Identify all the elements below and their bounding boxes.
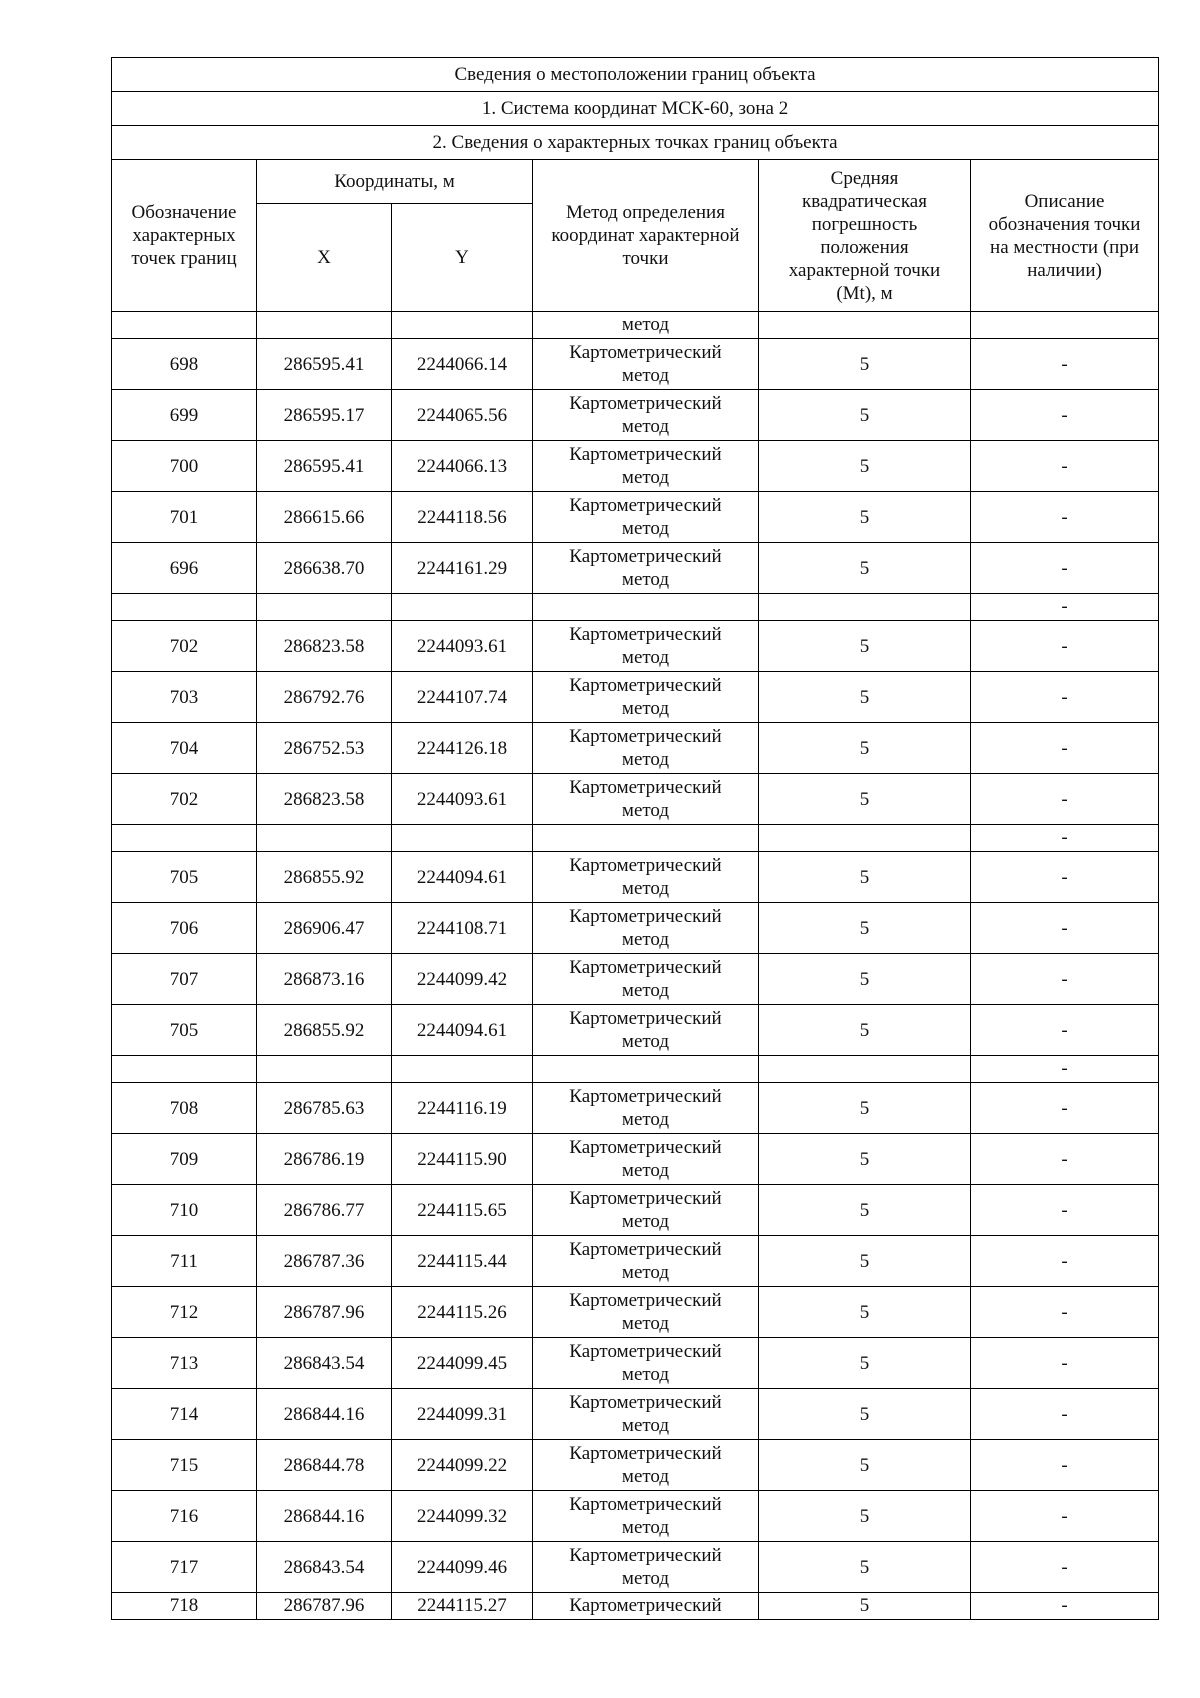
cell-method: Картометрический метод [533,1338,759,1389]
cell-error: 5 [759,1236,971,1287]
cell-method: Картометрический метод [533,954,759,1005]
table-row [112,1185,1159,1236]
cell-x: 286786.77 [257,1185,392,1236]
cell-x: 286595.41 [257,339,392,390]
cell-error [759,594,971,621]
header-description: Описание обозначения точки на местности (при наличии) [971,160,1159,312]
cell-x: 286844.16 [257,1491,392,1542]
cell-description: - [971,1440,1159,1491]
cell-y: 2244108.71 [392,903,533,954]
document-title: Сведения о местоположении границ объекта [112,58,1159,92]
cell-error: 5 [759,954,971,1005]
cell-error: 5 [759,339,971,390]
header-coordinates: Координаты, м [257,160,533,204]
cell-y: 2244115.27 [392,1593,533,1620]
cell-x: 286844.16 [257,1389,392,1440]
cell-method: Картометрический метод [533,339,759,390]
cell-x: 286787.36 [257,1236,392,1287]
cell-y: 2244115.65 [392,1185,533,1236]
cell-point-id: 702 [112,621,257,672]
cell-point-id: 701 [112,492,257,543]
cell-x: 286844.78 [257,1440,392,1491]
cell-description: - [971,1236,1159,1287]
cell-y: 2244115.26 [392,1287,533,1338]
cell-point-id: 696 [112,543,257,594]
table-row [112,594,1159,621]
cell-description: - [971,1491,1159,1542]
cell-error: 5 [759,390,971,441]
table-row [112,1287,1159,1338]
cell-point-id: 718 [112,1593,257,1620]
cell-error: 5 [759,1542,971,1593]
cell-method [533,1056,759,1083]
cell-method: Картометрический метод [533,441,759,492]
table-row [112,723,1159,774]
cell-description: - [971,1056,1159,1083]
cell-point-id [112,594,257,621]
cell-point-id [112,825,257,852]
cell-point-id: 707 [112,954,257,1005]
cell-x: 286785.63 [257,1083,392,1134]
cell-description: - [971,723,1159,774]
cell-description: - [971,390,1159,441]
cell-error: 5 [759,723,971,774]
cell-x: 286638.70 [257,543,392,594]
boundary-points-table [111,57,1159,1620]
cell-point-id: 713 [112,1338,257,1389]
cell-y [392,1056,533,1083]
cell-point-id: 712 [112,1287,257,1338]
cell-x: 286786.19 [257,1134,392,1185]
cell-point-id: 699 [112,390,257,441]
cell-point-id: 714 [112,1389,257,1440]
cell-error: 5 [759,492,971,543]
cell-method: Картометрический метод [533,1287,759,1338]
cell-error: 5 [759,1338,971,1389]
cell-description: - [971,1338,1159,1389]
table-row [112,852,1159,903]
cell-method: метод [533,312,759,339]
cell-y: 2244126.18 [392,723,533,774]
cell-point-id: 710 [112,1185,257,1236]
cell-description: - [971,441,1159,492]
cell-point-id: 702 [112,774,257,825]
cell-y: 2244094.61 [392,1005,533,1056]
table-row [112,954,1159,1005]
header-x: X [257,204,392,312]
cell-error: 5 [759,621,971,672]
table-row [112,441,1159,492]
cell-description: - [971,852,1159,903]
cell-error [759,1056,971,1083]
cell-error: 5 [759,1593,971,1620]
cell-description [971,312,1159,339]
cell-y: 2244099.31 [392,1389,533,1440]
table-row [112,672,1159,723]
cell-point-id: 709 [112,1134,257,1185]
cell-description: - [971,492,1159,543]
table-row [112,774,1159,825]
cell-point-id: 716 [112,1491,257,1542]
cell-y: 2244066.14 [392,339,533,390]
cell-x [257,594,392,621]
cell-y: 2244099.45 [392,1338,533,1389]
header-method: Метод определения координат характерной точки [533,160,759,312]
cell-description: - [971,1083,1159,1134]
cell-error: 5 [759,1287,971,1338]
cell-description: - [971,1134,1159,1185]
cell-description: - [971,672,1159,723]
cell-x: 286855.92 [257,1005,392,1056]
cell-point-id: 715 [112,1440,257,1491]
cell-method [533,594,759,621]
cell-method: Картометрический метод [533,390,759,441]
cell-method [533,825,759,852]
cell-y: 2244116.19 [392,1083,533,1134]
cell-point-id: 705 [112,1005,257,1056]
cell-x: 286873.16 [257,954,392,1005]
cell-description: - [971,903,1159,954]
table-row [112,1083,1159,1134]
cell-method: Картометрический метод [533,492,759,543]
cell-x: 286843.54 [257,1542,392,1593]
cell-method: Картометрический метод [533,1134,759,1185]
cell-error: 5 [759,1083,971,1134]
table-row [112,1134,1159,1185]
cell-y: 2244099.22 [392,1440,533,1491]
cell-description: - [971,825,1159,852]
cell-description: - [971,339,1159,390]
table-row [112,1005,1159,1056]
table-row [112,543,1159,594]
cell-y: 2244161.29 [392,543,533,594]
cell-method: Картометрический метод [533,1083,759,1134]
cell-method: Картометрический метод [533,1491,759,1542]
cell-x: 286615.66 [257,492,392,543]
cell-method: Картометрический метод [533,1542,759,1593]
cell-method: Картометрический метод [533,723,759,774]
table-row [112,825,1159,852]
header-error: Средняя квадратическая погрешность положения характерной точки (Mt), м [759,160,971,312]
cell-y: 2244099.46 [392,1542,533,1593]
cell-description: - [971,594,1159,621]
table-row [112,1542,1159,1593]
cell-error [759,825,971,852]
cell-error: 5 [759,1491,971,1542]
cell-x: 286787.96 [257,1287,392,1338]
cell-x: 286595.17 [257,390,392,441]
table-row [112,1236,1159,1287]
table-row [112,1389,1159,1440]
table-row [112,621,1159,672]
cell-error: 5 [759,1389,971,1440]
cell-method: Картометрический метод [533,543,759,594]
cell-error: 5 [759,1005,971,1056]
cell-point-id: 700 [112,441,257,492]
cell-description: - [971,1185,1159,1236]
cell-y: 2244094.61 [392,852,533,903]
cell-method: Картометрический метод [533,774,759,825]
title-row [112,58,1159,92]
cell-description: - [971,1005,1159,1056]
table-row [112,312,1159,339]
cell-error: 5 [759,543,971,594]
cell-method: Картометрический метод [533,672,759,723]
header-point-designation: Обозначение характерных точек границ [112,160,257,312]
table-row [112,1056,1159,1083]
header-y: Y [392,204,533,312]
cell-point-id: 711 [112,1236,257,1287]
cell-y: 2244107.74 [392,672,533,723]
cell-method: Картометрический метод [533,1185,759,1236]
cell-y: 2244093.61 [392,621,533,672]
header-row-1 [112,160,1159,204]
cell-x [257,1056,392,1083]
cell-description: - [971,1287,1159,1338]
cell-y: 2244118.56 [392,492,533,543]
cell-x: 286823.58 [257,621,392,672]
cell-y: 2244066.13 [392,441,533,492]
table-row [112,1593,1159,1620]
cell-method: Картометрический метод [533,1440,759,1491]
cell-description: - [971,954,1159,1005]
cell-y: 2244115.90 [392,1134,533,1185]
cell-description: - [971,1389,1159,1440]
cell-x: 286823.58 [257,774,392,825]
cell-method: Картометрический метод [533,1005,759,1056]
table-row [112,339,1159,390]
cell-point-id [112,312,257,339]
cell-x [257,312,392,339]
cell-y: 2244115.44 [392,1236,533,1287]
cell-method: Картометрический метод [533,1236,759,1287]
table-row [112,1491,1159,1542]
coordinate-system-title: 1. Система координат МСК-60, зона 2 [112,92,1159,126]
cell-description: - [971,774,1159,825]
cell-description: - [971,1593,1159,1620]
cell-x: 286787.96 [257,1593,392,1620]
cell-method: Картометрический метод [533,621,759,672]
cell-method: Картометрический [533,1593,759,1620]
cell-error: 5 [759,774,971,825]
cell-method: Картометрический метод [533,1389,759,1440]
cell-description: - [971,543,1159,594]
cell-description: - [971,1542,1159,1593]
cell-x: 286792.76 [257,672,392,723]
cell-y: 2244093.61 [392,774,533,825]
cell-method: Картометрический метод [533,903,759,954]
coordinate-system-row [112,92,1159,126]
cell-y [392,825,533,852]
cell-y: 2244065.56 [392,390,533,441]
cell-y [392,594,533,621]
cell-point-id: 704 [112,723,257,774]
cell-error: 5 [759,1134,971,1185]
table-row [112,903,1159,954]
table-row [112,1440,1159,1491]
cell-x [257,825,392,852]
cell-error: 5 [759,852,971,903]
cell-x: 286855.92 [257,852,392,903]
cell-point-id: 698 [112,339,257,390]
cell-error: 5 [759,672,971,723]
cell-y: 2244099.32 [392,1491,533,1542]
cell-error: 5 [759,1185,971,1236]
cell-y [392,312,533,339]
cell-point-id: 708 [112,1083,257,1134]
cell-description: - [971,621,1159,672]
cell-method: Картометрический метод [533,852,759,903]
cell-point-id: 703 [112,672,257,723]
cell-x: 286843.54 [257,1338,392,1389]
table-row [112,390,1159,441]
cell-error: 5 [759,903,971,954]
cell-point-id: 705 [112,852,257,903]
cell-x: 286906.47 [257,903,392,954]
cell-x: 286595.41 [257,441,392,492]
section-title-row [112,126,1159,160]
table-row [112,492,1159,543]
cell-error: 5 [759,441,971,492]
cell-error [759,312,971,339]
cell-point-id: 706 [112,903,257,954]
cell-error: 5 [759,1440,971,1491]
cell-y: 2244099.42 [392,954,533,1005]
cell-point-id: 717 [112,1542,257,1593]
section-title: 2. Сведения о характерных точках границ объекта [112,126,1159,160]
table-row [112,1338,1159,1389]
cell-x: 286752.53 [257,723,392,774]
cell-point-id [112,1056,257,1083]
